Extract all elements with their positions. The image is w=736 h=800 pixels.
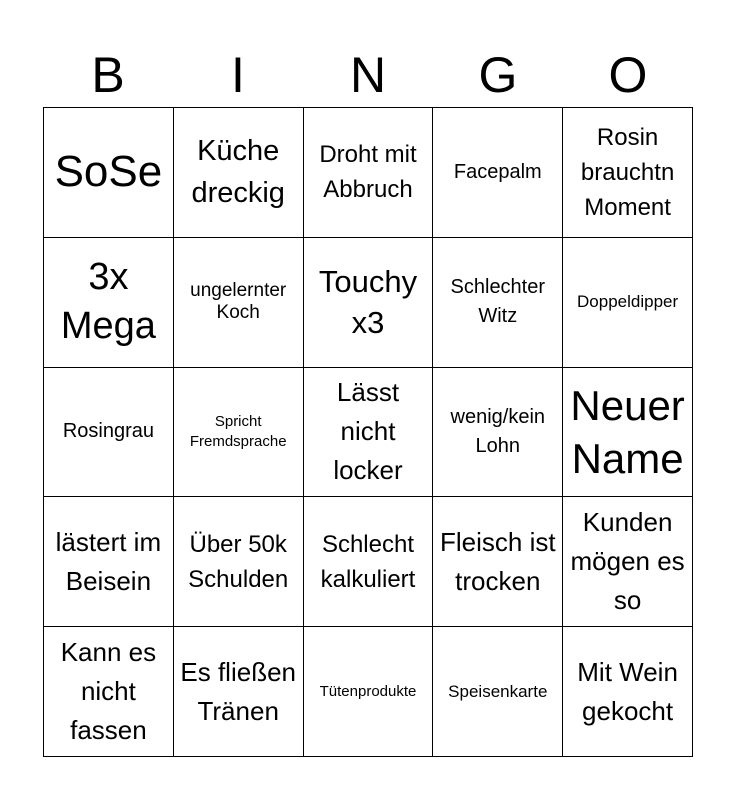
- bingo-cell-r1c5[interactable]: [563, 108, 693, 238]
- bingo-cell-r1c1[interactable]: [44, 108, 174, 238]
- cell-text: Küche dreckig: [191, 135, 285, 210]
- bingo-cell-r1c2[interactable]: [174, 108, 304, 238]
- bingo-cell-r5c1[interactable]: [44, 627, 174, 757]
- cell-text: Touchy x3: [318, 264, 418, 341]
- cell-text: Über 50k Schulden: [188, 530, 289, 593]
- cell-text: Fleisch ist trocken: [440, 526, 556, 596]
- cell-text: Doppeldipper: [577, 292, 679, 312]
- cell-text: Spricht Fremdsprache: [189, 412, 287, 450]
- cell-text: 3x Mega: [60, 256, 156, 348]
- cell-text: Schlechter Witz: [450, 276, 546, 328]
- bingo-cell-r3c3[interactable]: [304, 368, 434, 498]
- bingo-cell-r1c3[interactable]: [304, 108, 434, 238]
- bingo-card: [43, 107, 693, 757]
- cell-text: SoSe: [54, 147, 163, 197]
- header-letter-i: I: [231, 47, 245, 103]
- cell-text: Neuer Name: [570, 381, 685, 482]
- cell-text: Tütenprodukte: [319, 682, 417, 700]
- header-letter-o: O: [608, 47, 648, 103]
- cell-text: Kunden mögen es so: [570, 507, 685, 616]
- cell-text: lästert im Beisein: [55, 526, 162, 596]
- bingo-cell-r4c3[interactable]: [304, 497, 434, 627]
- cell-text: Droht mit Abbruch: [319, 141, 417, 204]
- bingo-cell-r2c5[interactable]: [563, 238, 693, 368]
- bingo-header: [43, 44, 693, 106]
- cell-text: Rosin brauchtn Moment: [580, 123, 675, 221]
- cell-text: Schlecht kalkuliert: [320, 530, 416, 593]
- bingo-cell-r4c5[interactable]: [563, 497, 693, 627]
- cell-text: Lässt nicht locker: [333, 377, 403, 486]
- bingo-cell-r3c4[interactable]: [433, 368, 563, 498]
- bingo-cell-r4c2[interactable]: [174, 497, 304, 627]
- cell-text: wenig/kein Lohn: [450, 405, 546, 457]
- cell-text: Kann es nicht fassen: [60, 637, 157, 746]
- bingo-cell-r2c3[interactable]: [304, 238, 434, 368]
- bingo-cell-r3c2[interactable]: [174, 368, 304, 498]
- bingo-cell-r5c5[interactable]: [563, 627, 693, 757]
- bingo-cell-r2c2[interactable]: [174, 238, 304, 368]
- cell-text: ungelernter Koch: [190, 280, 287, 324]
- cell-text: Facepalm: [453, 160, 542, 183]
- bingo-cell-r1c4[interactable]: [433, 108, 563, 238]
- cell-text: Mit Wein gekocht: [577, 656, 678, 726]
- bingo-cell-r4c4[interactable]: [433, 497, 563, 627]
- cell-text: Speisenkarte: [448, 681, 548, 701]
- header-letter-g: G: [478, 47, 518, 103]
- bingo-cell-r2c1[interactable]: [44, 238, 174, 368]
- bingo-cell-r2c4[interactable]: [433, 238, 563, 368]
- bingo-cell-r4c1[interactable]: [44, 497, 174, 627]
- cell-text: Rosingrau: [62, 420, 154, 443]
- bingo-cell-r5c2[interactable]: [174, 627, 304, 757]
- bingo-cell-r5c3[interactable]: [304, 627, 434, 757]
- bingo-cell-r5c4[interactable]: [433, 627, 563, 757]
- cell-text: Es fließen Tränen: [180, 656, 296, 726]
- header-letter-b: B: [91, 47, 125, 103]
- bingo-cell-r3c5[interactable]: [563, 368, 693, 498]
- bingo-cell-r3c1[interactable]: [44, 368, 174, 498]
- header-letter-n: N: [349, 47, 387, 103]
